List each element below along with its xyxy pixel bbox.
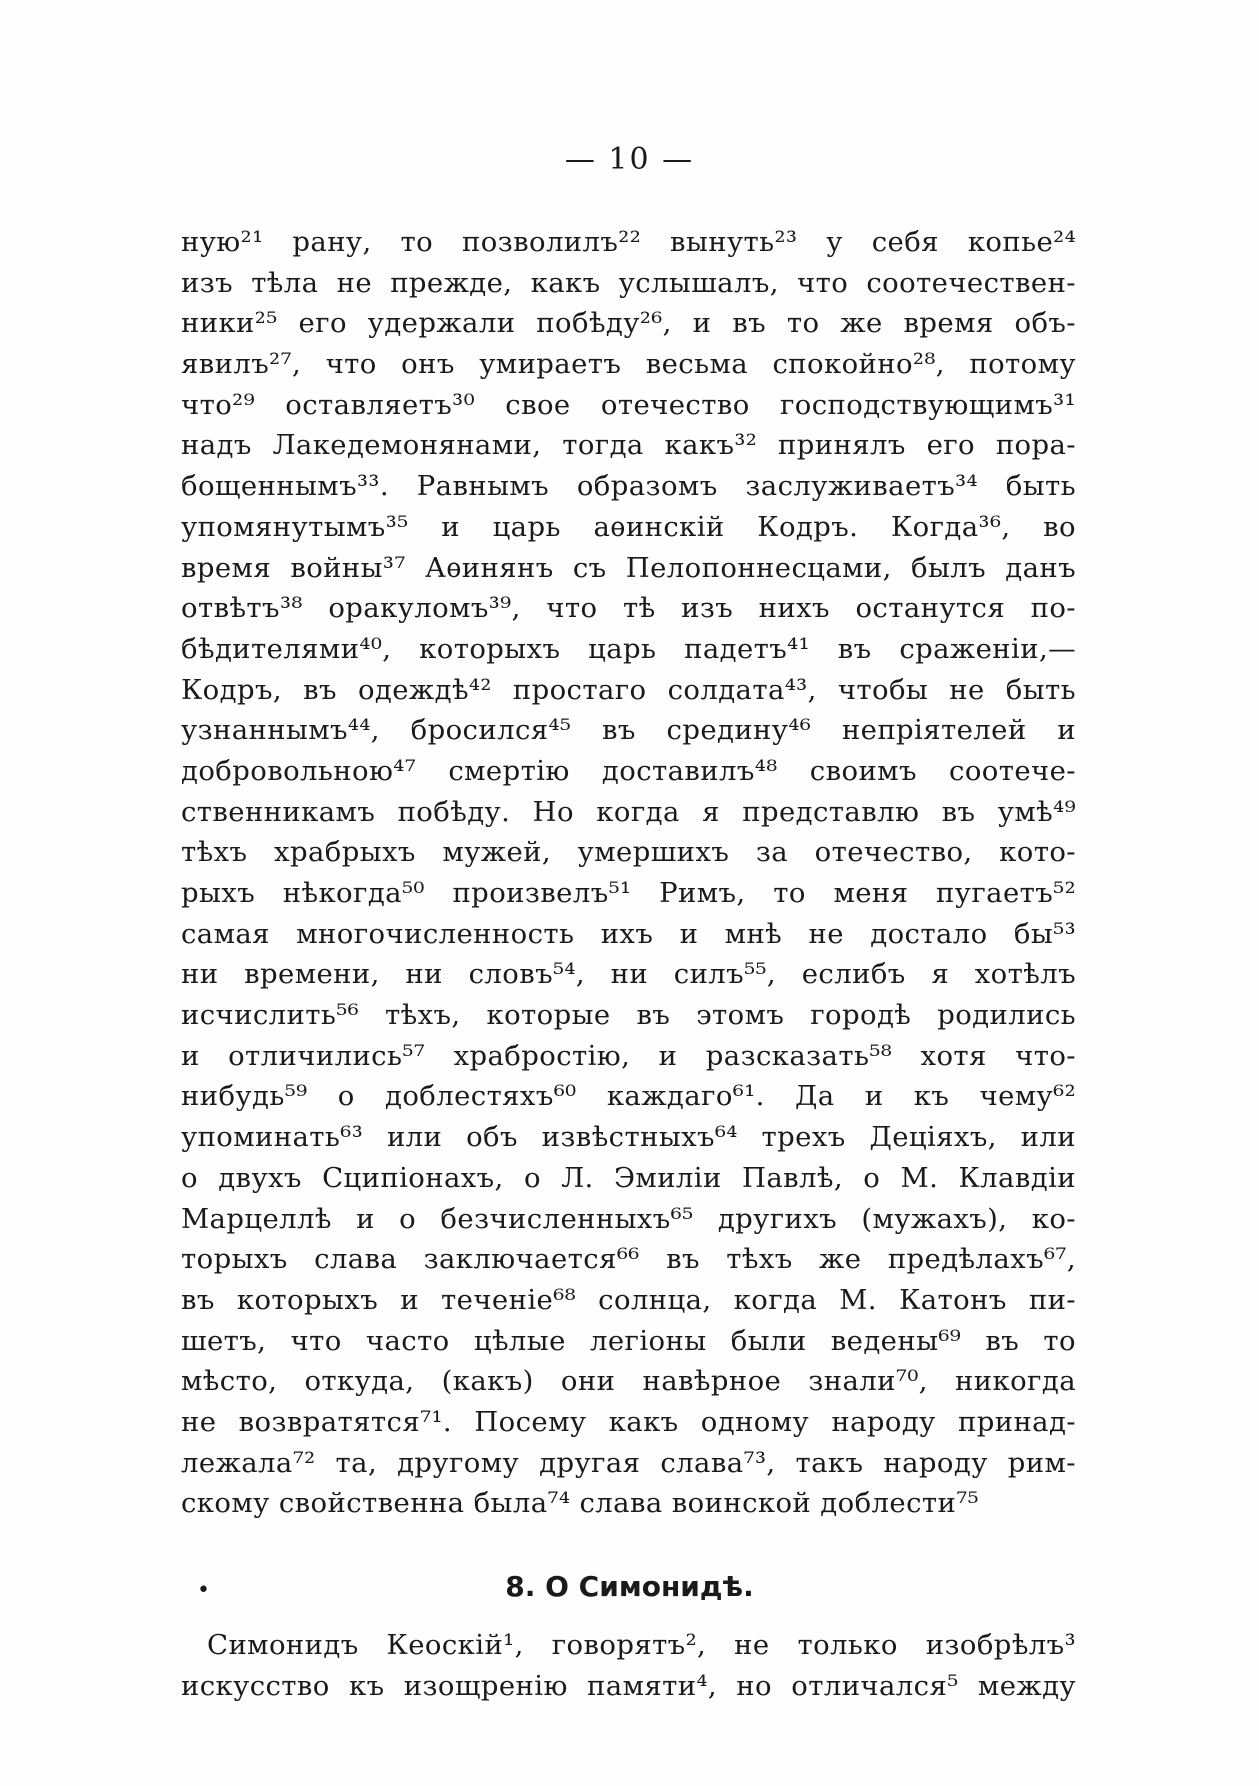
text-line: шетъ, что часто цѣлые легіоны были ведены⁶⁹ въ то [181,1324,1076,1357]
text-line: упоминать⁶³ или объ извѣстныхъ⁶⁴ трехъ Деціяхъ, или [181,1121,1076,1154]
text-line: нибудь⁵⁹ о доблестяхъ⁶⁰ каждаго⁶¹. Да и къ чему⁶² [181,1080,1076,1113]
text-line: лежала⁷² та, другому другая слава⁷³, такъ народу рим- [181,1446,1076,1479]
text-line: въ которыхъ и теченіе⁶⁸ солнца, когда М. Катонъ пи- [181,1283,1076,1316]
paragraph-simonides [181,1625,1076,1706]
text-line: ственникамъ побѣду. Но когда я представлю въ умѣ⁴⁹ [181,795,1076,828]
text-line: искусство къ изощренію памяти⁴, но отличался⁵ между [181,1669,1076,1702]
page-number: — 10 — [564,142,695,177]
text-line: Марцеллѣ и о безчисленныхъ⁶⁵ другихъ (мужахъ), ко- [181,1202,1076,1235]
text-line: добровольною⁴⁷ смертію доставилъ⁴⁸ своимъ соотече- [181,754,1076,787]
text-line: рыхъ нѣкогда⁵⁰ произвелъ⁵¹ Римъ, то меня пугаетъ⁵² [181,877,1076,909]
text-line: явилъ²⁷, что онъ умираетъ весьма спокойно²⁸, потому [181,348,1076,381]
text-line: что²⁹ оставляетъ³⁰ свое отечество господствующимъ³¹ [181,388,1076,421]
text-line: отвѣтъ³⁸ оракуломъ³⁹, что тѣ изъ нихъ останутся по- [181,592,1076,625]
text-line: Симонидъ Кеоскій¹, говорятъ², не только изобрѣлъ³ [207,1629,1076,1661]
paragraph-continuation [181,222,1076,1524]
text-line: не возвратятся⁷¹. Посему какъ одному народу принад- [181,1405,1076,1438]
text-line: скому свойственна была⁷⁴ слава воинской доблести⁷⁵ [181,1487,980,1520]
text-line: бѣдителями⁴⁰, которыхъ царь падетъ⁴¹ въ сраженіи,— [181,632,1076,665]
text-line: Кодръ, въ одеждѣ⁴² простаго солдата⁴³, чтобы не быть [181,673,1076,706]
text-line: упомянутымъ³⁵ и царь аѳинскій Кодръ. Когда³⁶, во [181,510,1076,543]
text-line: ни времени, ни словъ⁵⁴, ни силъ⁵⁵, еслибъ я хотѣлъ [181,958,1076,991]
text-line: торыхъ слава заключается⁶⁶ въ тѣхъ же предѣлахъ⁶⁷, [181,1243,1076,1276]
text-line: изъ тѣла не прежде, какъ услышалъ, что соотечествен- [181,266,1076,299]
text-line: исчислить⁵⁶ тѣхъ, которые въ этомъ городѣ родились [181,999,1076,1032]
text-line: о двухъ Сципіонахъ, о Л. Эмиліи Павлѣ, о М. Клавдіи [181,1161,1076,1194]
text-line: бощеннымъ³³. Равнымъ образомъ заслуживаетъ³⁴ быть [181,470,1076,503]
section-heading: 8. О Симонидѣ. [505,1570,754,1603]
text-line: тѣхъ храбрыхъ мужей, умершихъ за отечество, кото- [181,836,1076,869]
text-line: ную²¹ рану, то позволилъ²² вынуть²³ у себя копье²⁴ [181,226,1076,258]
text-line: самая многочисленность ихъ и мнѣ не достало бы⁵³ [181,917,1076,950]
text-line: мѣсто, откуда, (какъ) они навѣрное знали⁷⁰, никогда [181,1365,1076,1398]
text-line: узнаннымъ⁴⁴, бросился⁴⁵ въ средину⁴⁶ непріятелей и [181,714,1076,747]
text-line: время войны³⁷ Аѳинянъ съ Пелопоннесцами, былъ данъ [181,551,1076,584]
bullet-mark: • [197,1578,210,1603]
text-line: надъ Лакедемонянами, тогда какъ³² принялъ его пора- [181,429,1076,462]
text-line: и отличились⁵⁷ храбростію, и разсказать⁵⁸ хотя что- [181,1039,1076,1072]
text-line: ники²⁵ его удержали побѣду²⁶, и въ то же время объ- [181,307,1076,340]
